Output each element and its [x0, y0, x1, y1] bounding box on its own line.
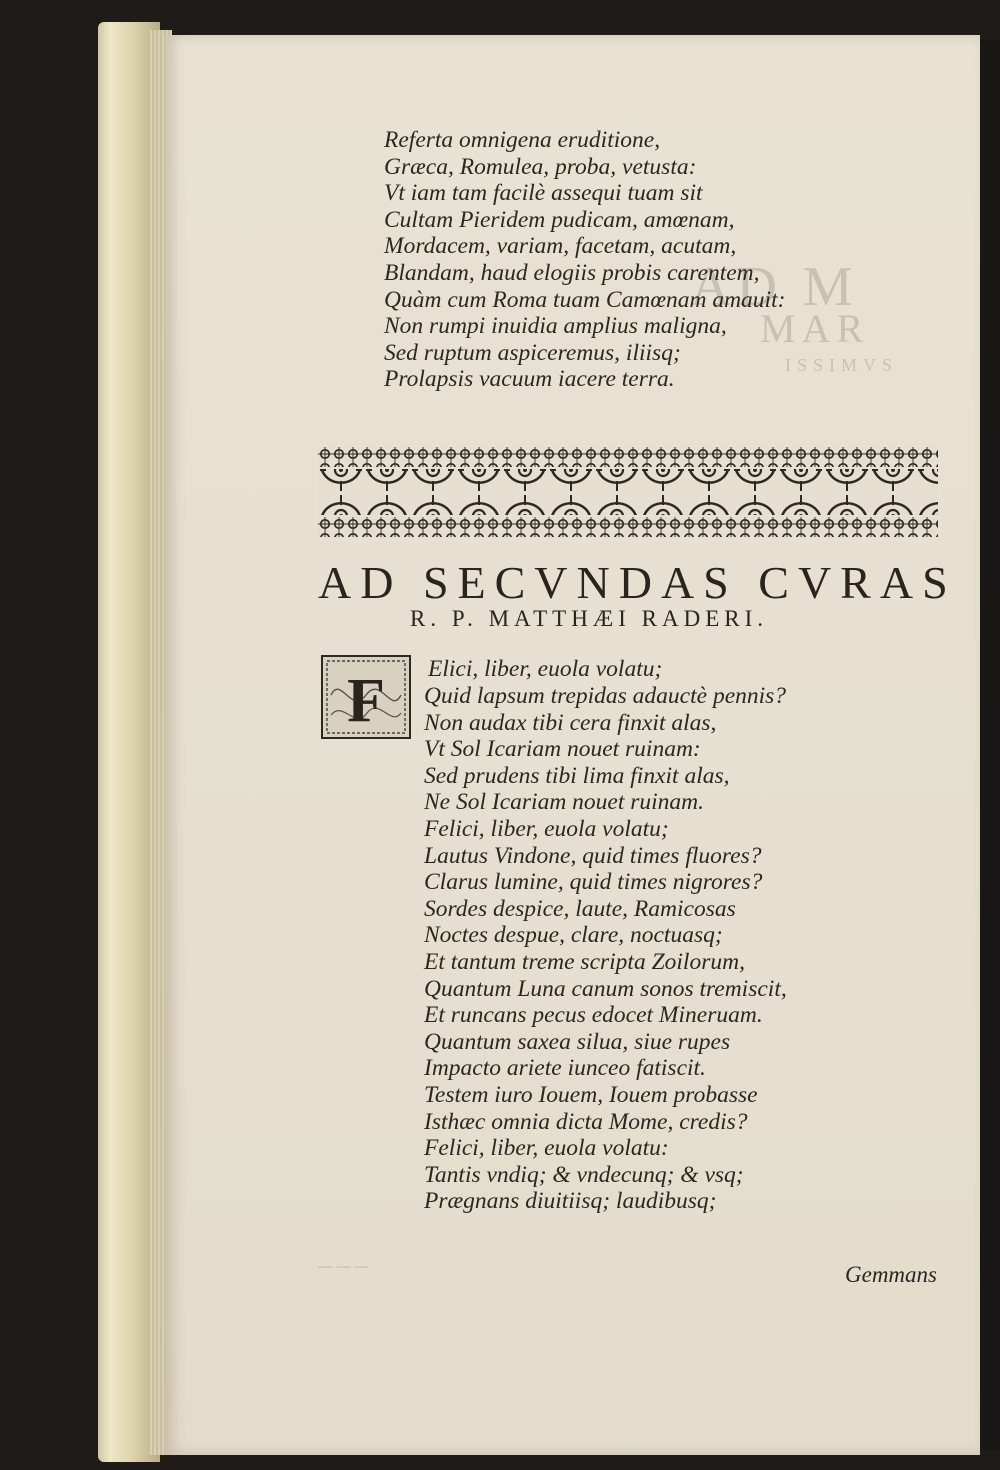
- section-heading: AD SECVNDAS CVRAS: [318, 557, 957, 608]
- verse-line: Prægnans diuitiisq; laudibusq;: [424, 1188, 717, 1215]
- verse-line: Vt iam tam facilè assequi tuam sit: [384, 180, 703, 207]
- ornament-band: [318, 447, 938, 537]
- verse-line: Testem iuro Iouem, Iouem probasse: [424, 1081, 758, 1108]
- verse-block-main: [424, 683, 787, 1215]
- verse-line: Quantum Luna canum sonos tremiscit,: [424, 975, 787, 1002]
- initial-letter: F: [347, 667, 385, 735]
- verse-line: Felici, liber, euola volatu;: [424, 815, 669, 842]
- verse-line: Quàm cum Roma tuam Camœnam amauit:: [384, 286, 786, 313]
- verse-line: Clarus lumine, quid times nigrores?: [424, 869, 763, 896]
- catchword: Gemmans: [845, 1262, 937, 1287]
- initial-ornament-frame: [321, 655, 411, 739]
- verse-line: Sed prudens tibi lima finxit alas,: [424, 762, 730, 789]
- show-through: MAR: [760, 306, 870, 351]
- show-through: AD M: [690, 256, 859, 318]
- verse-line: Mordacem, variam, facetam, acutam,: [384, 233, 737, 260]
- verse-line: Cultam Pieridem pudicam, amœnam,: [384, 206, 735, 233]
- verse-line: Quid lapsum trepidas adauctè pennis?: [424, 683, 787, 709]
- verse-block-top: [384, 127, 785, 393]
- verse-line: Et tantum treme scripta Zoilorum,: [424, 948, 745, 975]
- verse-line: Prolapsis vacuum iacere terra.: [384, 366, 675, 393]
- verse-line: Impacto ariete iunceo fatiscit.: [424, 1055, 706, 1082]
- verse-line: Noctes despue, clare, noctuasq;: [424, 922, 723, 949]
- verse-line: Sordes despice, laute, Ramicosas: [424, 895, 736, 922]
- verse-line: Ne Sol Icariam nouet ruinam.: [424, 789, 705, 816]
- verse-line: Tantis vndiq; & vndecunq; & vsq;: [424, 1161, 744, 1188]
- faint-marginal-mark: — — —: [318, 1258, 369, 1275]
- verse-line: Felici, liber, euola volatu:: [424, 1135, 669, 1162]
- verse-line: Referta omnigena eruditione,: [384, 127, 661, 153]
- verse-line: Blandam, haud elogiis probis carentem,: [384, 259, 760, 286]
- verse-line: Non audax tibi cera finxit alas,: [424, 709, 717, 736]
- verse-line: Vt Sol Icariam nouet ruinam:: [424, 736, 701, 763]
- verse-line: Et runcans pecus edocet Mineruam.: [424, 1002, 763, 1029]
- decorated-initial: [321, 655, 411, 739]
- verse-line-first: Elici, liber, euola volatu;: [428, 656, 663, 682]
- verse-line: Sed ruptum aspiceremus, iliisq;: [384, 339, 681, 366]
- verse-line: Non rumpi inuidia amplius maligna,: [384, 313, 727, 340]
- verse-line: Lautus Vindone, quid times fluores?: [424, 842, 762, 869]
- show-through: ISSIMVS: [785, 355, 899, 375]
- verse-line: Quantum saxea silua, siue rupes: [424, 1028, 731, 1055]
- section-subheading: R. P. MATTHÆI RADERI.: [410, 606, 769, 631]
- verse-line: Isthæc omnia dicta Mome, credis?: [424, 1108, 748, 1135]
- verse-line: Græca, Romulea, proba, vetusta:: [384, 153, 697, 180]
